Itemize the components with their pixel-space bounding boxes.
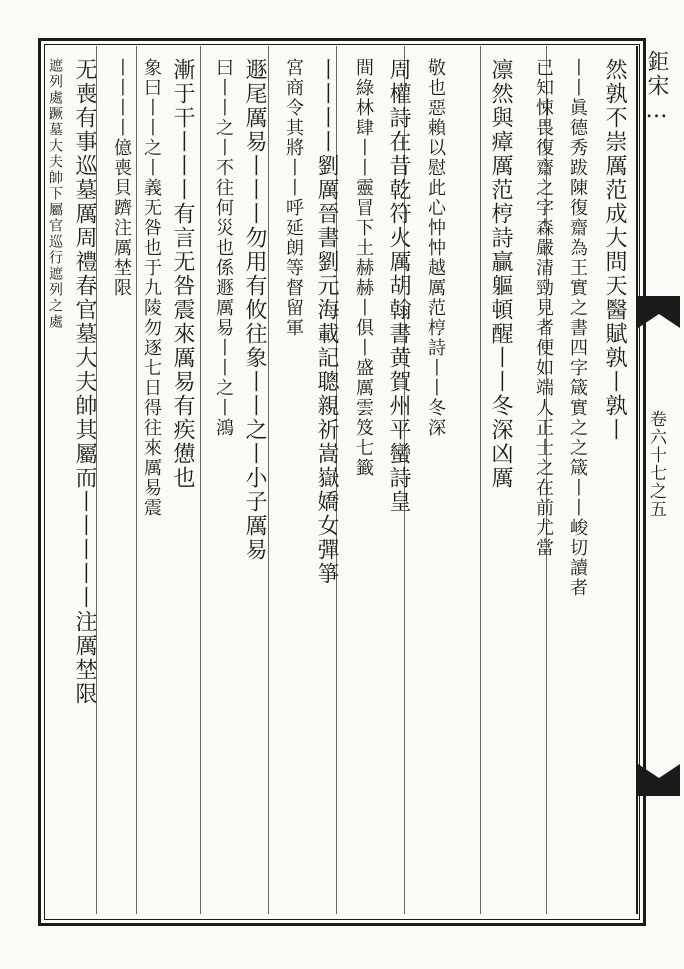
text-column-9: 宮商令其將丨丨呼延朗等督留軍 [283, 58, 304, 338]
text-column-8: 丨丨丨丨劉厲晉書劉元海載記聰親祈嵩嶽嬌女彈箏 [314, 58, 339, 586]
volume-label: 卷六十七之五 [646, 410, 666, 518]
text-column-6: 周權詩在昔乾符火厲胡翰書黄賀州平蠻詩皇 [386, 58, 411, 514]
text-column-1: 然孰不崇厲范成大問天醫賦孰丨孰丨 [602, 58, 627, 442]
fish-tail-mark [636, 292, 682, 332]
text-column-5: 敬也惡賴以慰此心忡忡越厲范梈詩丨丨冬深 [425, 58, 446, 438]
text-column-15: 无喪有事巡墓厲周禮春官墓大夫帥其屬而丨丨丨丨丨注厲埜限 [72, 58, 97, 706]
text-column-13: 象曰丨丨之丨義无咎也于九陵勿逐七日得往來厲易震 [141, 58, 162, 518]
text-column-12: 漸于干丨丨丨有言无咎震來厲易有疾憊也 [170, 58, 195, 490]
text-column-7: 間綠林肆丨丨靈冒下土赫赫丨俱丨盛厲雲笈七籤 [353, 58, 374, 478]
fish-tail-mark-bottom [636, 760, 682, 800]
text-column-11: 曰丨丨之丨不往何災也係遯厲易丨丨之丨鴻 [213, 58, 234, 438]
text-column-16: 遮列處蹶墓大夫帥下屬官巡行遮列之處 [47, 58, 63, 330]
text-column-14: 丨丨丨丨億喪貝躋注厲埜限 [111, 58, 132, 298]
text-column-4: 凛然與瘴厲范梈詩贏軀頓醒丨丨冬深凶厲 [488, 58, 513, 490]
book-title: 鉅宋… [644, 50, 669, 125]
text-column-10: 遯尾厲易丨丨丨勿用有攸往象丨丨之丨小子厲易 [242, 58, 267, 562]
text-column-2: 丨丨眞德秀跋陳復齋為王實之書四字箴實之之箴丨丨峻切讀者 [567, 58, 588, 598]
text-column-3: 已知悚畏復齋之字森嚴清勁見者便如端人正士之在前尤當 [533, 58, 554, 558]
